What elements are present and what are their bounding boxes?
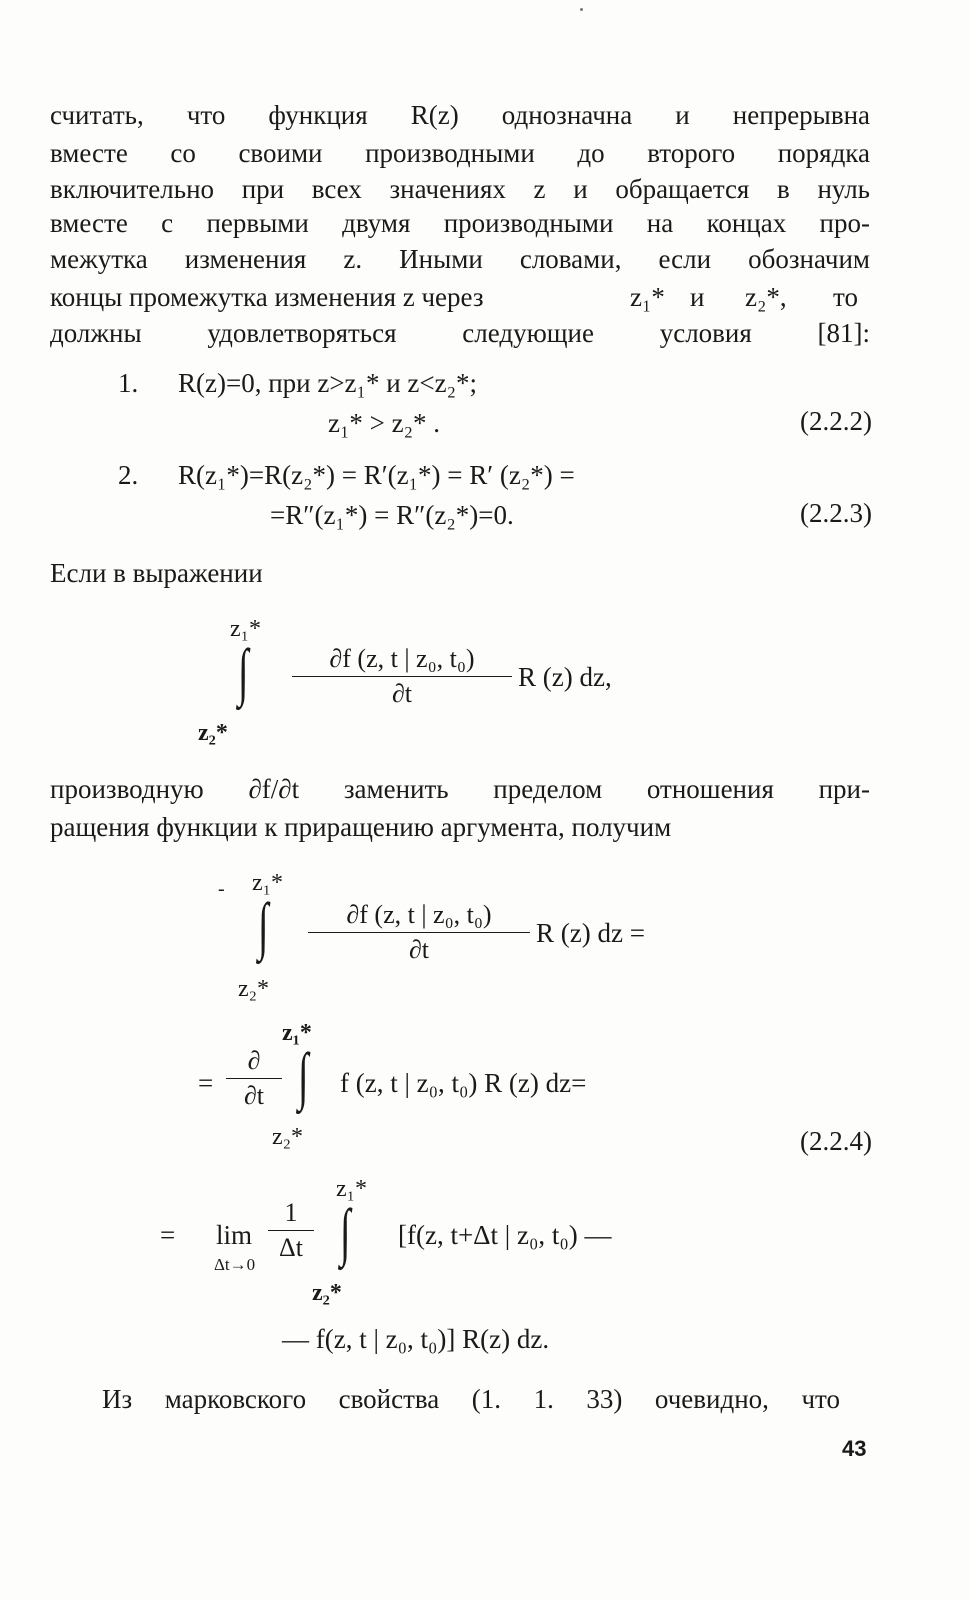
text-line: межутка изменения z. Иными словами, если обозначим xyxy=(50,244,870,274)
fraction-numerator: 1 xyxy=(268,1198,314,1231)
integral-upper-limit: z₁* xyxy=(230,616,262,642)
text-line: ращения функции к приращению аргумента, получим xyxy=(50,812,672,842)
text-line: считать, что функция R(z) однозначна и непрерывна xyxy=(50,100,870,130)
fraction xyxy=(268,1198,314,1263)
fraction xyxy=(226,1046,282,1111)
integral-lower-limit: z₂* xyxy=(312,1280,342,1306)
text-line: включительно при всех значениях z и обращается в нуль xyxy=(50,174,870,204)
integral-upper-limit: z₁* xyxy=(336,1176,368,1202)
text-line: вместе со своими производными до второго порядка xyxy=(50,138,870,168)
fraction-numerator: ∂f (z, t | z₀, t₀) xyxy=(308,900,530,933)
integral-rest: f (z, t | z₀, t₀) R (z) dz= xyxy=(340,1068,587,1098)
condition-2-line1: R(z₁*)=R(z₂*) = R′(z₁*) = R′ (z₂*) = xyxy=(178,460,575,490)
limit-operator: lim xyxy=(216,1220,253,1250)
equation-number: (2.2.4) xyxy=(800,1126,872,1156)
text-line: вместе с первыми двумя производными на концах про- xyxy=(50,208,870,238)
text-line: производную ∂f/∂t заменить пределом отношения при- xyxy=(50,774,870,804)
equals-sign: = xyxy=(160,1220,176,1250)
text-then: то xyxy=(833,282,858,312)
fraction-denominator: ∂t xyxy=(243,1081,265,1110)
integral-sign: ∫ xyxy=(238,636,249,707)
condition-number: 1. xyxy=(118,368,139,398)
fraction-denominator: ∂t xyxy=(408,935,430,964)
text-and: и xyxy=(690,282,705,312)
fraction-denominator: ∂t xyxy=(391,679,413,708)
equation-continuation: — f(z, t | z₀, t₀)] R(z) dz. xyxy=(282,1324,550,1354)
condition-1-line2: z₁* > z₂* . xyxy=(328,408,441,438)
integral-sign: ∫ xyxy=(298,1040,309,1111)
math-z1-star: z₁* xyxy=(630,282,665,312)
stray-dash: - xyxy=(218,878,225,900)
equation-number: (2.2.2) xyxy=(800,406,872,436)
integral-rest: [f(z, t+Δt | z₀, t₀) — xyxy=(398,1220,612,1250)
equation-number: (2.2.3) xyxy=(800,498,872,528)
integral-lower-limit: z₂* xyxy=(272,1124,304,1150)
math-z2-star: z₂*, xyxy=(745,282,787,312)
text-line: концы промежутка изменения z через xyxy=(50,282,484,312)
integral-rest: R (z) dz, xyxy=(518,662,612,692)
fraction-numerator: ∂f (z, t | z₀, t₀) xyxy=(292,644,512,677)
condition-1-line1: R(z)=0, при z>z₁* и z<z₂*; xyxy=(178,368,478,398)
integral-sign: ∫ xyxy=(340,1196,351,1267)
integral-rest: R (z) dz = xyxy=(536,918,645,948)
condition-number: 2. xyxy=(118,460,139,490)
equals-sign: = xyxy=(198,1068,214,1098)
condition-2-line2: =R″(z₁*) = R″(z₂*)=0. xyxy=(270,500,514,530)
text-line: Из марковского свойства (1. 1. 33) очевидно, что xyxy=(102,1384,840,1414)
text-line: Если в выражении xyxy=(50,558,263,588)
page-number: 43 xyxy=(842,1436,867,1461)
fraction xyxy=(308,900,530,965)
text-line: должны удовлетворяться следующие условия [81]: xyxy=(50,318,870,348)
fraction xyxy=(292,644,512,709)
speck xyxy=(580,8,583,11)
integral-upper-limit: z₁* xyxy=(252,870,284,896)
fraction-denominator: Δt xyxy=(279,1233,303,1262)
integral-upper-limit: z₁* xyxy=(282,1020,312,1046)
fraction-numerator: ∂ xyxy=(226,1046,282,1079)
integral-lower-limit: z₂* xyxy=(198,720,228,746)
limit-subscript: Δt→0 xyxy=(214,1255,256,1274)
integral-sign: ∫ xyxy=(258,890,269,961)
integral-lower-limit: z₂* xyxy=(238,976,270,1002)
